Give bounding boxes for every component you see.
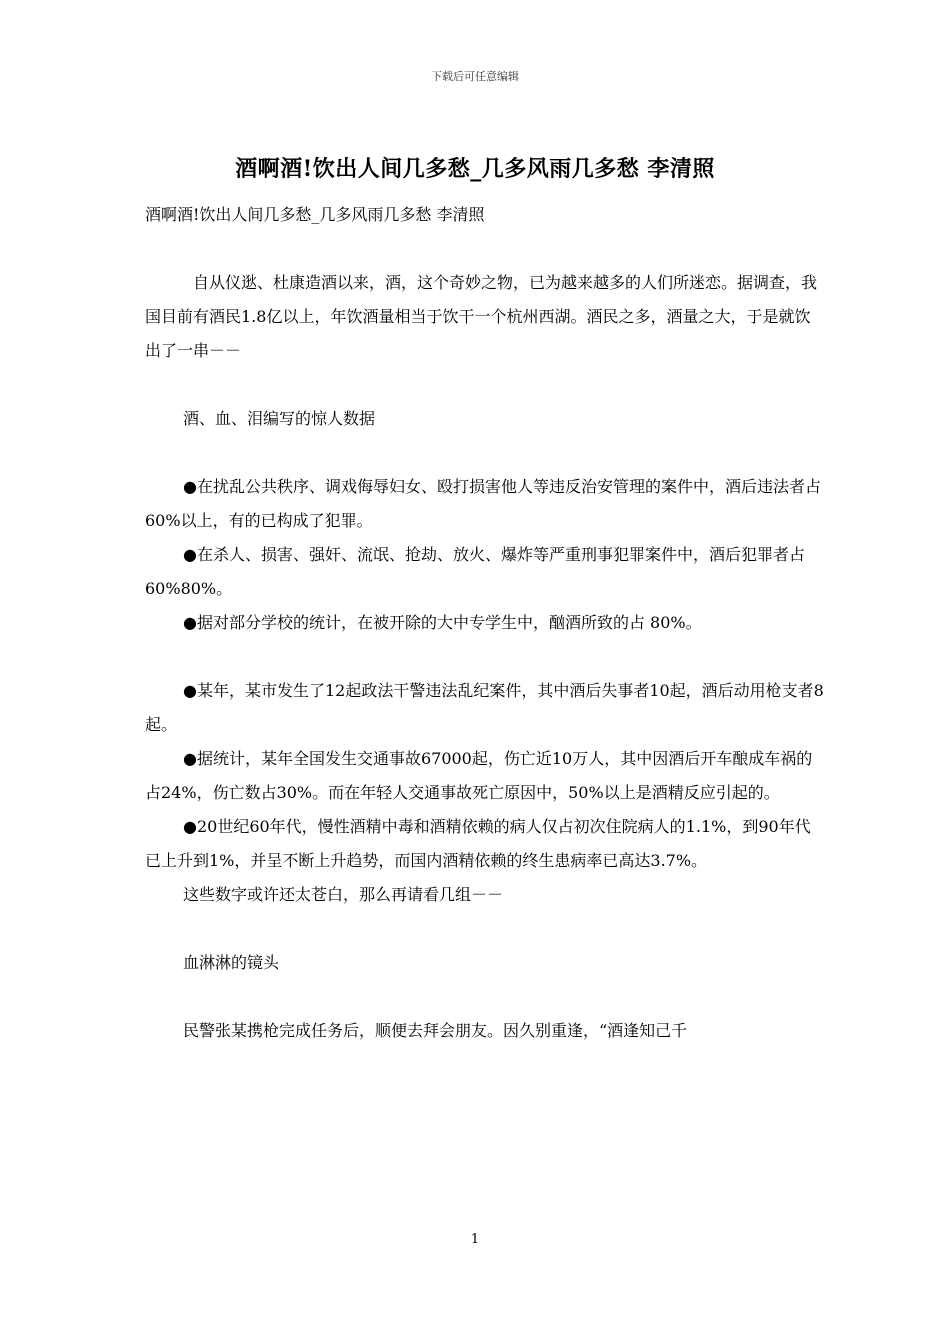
story-paragraph: 民警张某携枪完成任务后，顺便去拜会朋友。因久别重逢，“酒逢知己千 bbox=[183, 1021, 688, 1040]
document-subtitle: 酒啊酒!饮出人间几多愁_几多风雨几多愁 李清照 bbox=[145, 205, 485, 224]
page-header-note: 下载后可任意编辑 bbox=[431, 70, 519, 83]
section-heading-scenes: 血淋淋的镜头 bbox=[183, 953, 280, 972]
bullet-paragraph: ●20世纪60年代，慢性酒精中毒和酒精依赖的病人仅占初次住院病人的1.1%，到90年代已上升到1%，并呈不断上升趋势，而国内酒精依赖的终生患病率已高达3.7%。 bbox=[145, 817, 811, 870]
page-number: 1 bbox=[470, 1232, 480, 1247]
document-body bbox=[145, 198, 825, 1048]
document-title: 酒啊酒!饮出人间几多愁_几多风雨几多愁 李清照 bbox=[235, 156, 715, 182]
bullet-paragraph: ●据统计，某年全国发生交通事故67000起，伤亡近10万人，其中因酒后开车酿成车祸的占24%，伤亡数占30%。而在年轻人交通事故死亡原因中，50%以上是酒精反应引起的。 bbox=[145, 749, 813, 802]
bullet-paragraph: ●在杀人、损害、强奸、流氓、抢劫、放火、爆炸等严重刑事犯罪案件中，酒后犯罪者占60%80%。 bbox=[145, 545, 805, 598]
section-heading-data: 酒、血、泪编写的惊人数据 bbox=[183, 409, 376, 428]
bullet-paragraph: ●据对部分学校的统计，在被开除的大中专学生中，酗酒所致的占 80%。 bbox=[183, 613, 702, 632]
bullet-paragraph: ●在扰乱公共秩序、调戏侮辱妇女、殴打损害他人等违反治安管理的案件中，酒后违法者占60%以上，有的已构成了犯罪。 bbox=[145, 477, 821, 530]
intro-paragraph: 自从仪逖、杜康造酒以来，酒，这个奇妙之物，已为越来越多的人们所迷恋。据调查，我国目前有酒民1.8亿以上，年饮酒量相当于饮干一个杭州西湖。酒民之多，酒量之大，于是就饮出了一串－－ bbox=[145, 273, 818, 360]
bullet-paragraph: ●某年，某市发生了12起政法干警违法乱纪案件，其中酒后失事者10起，酒后动用枪支者8起。 bbox=[145, 681, 824, 734]
transition-paragraph: 这些数字或许还太苍白，那么再请看几组－－ bbox=[183, 885, 504, 904]
